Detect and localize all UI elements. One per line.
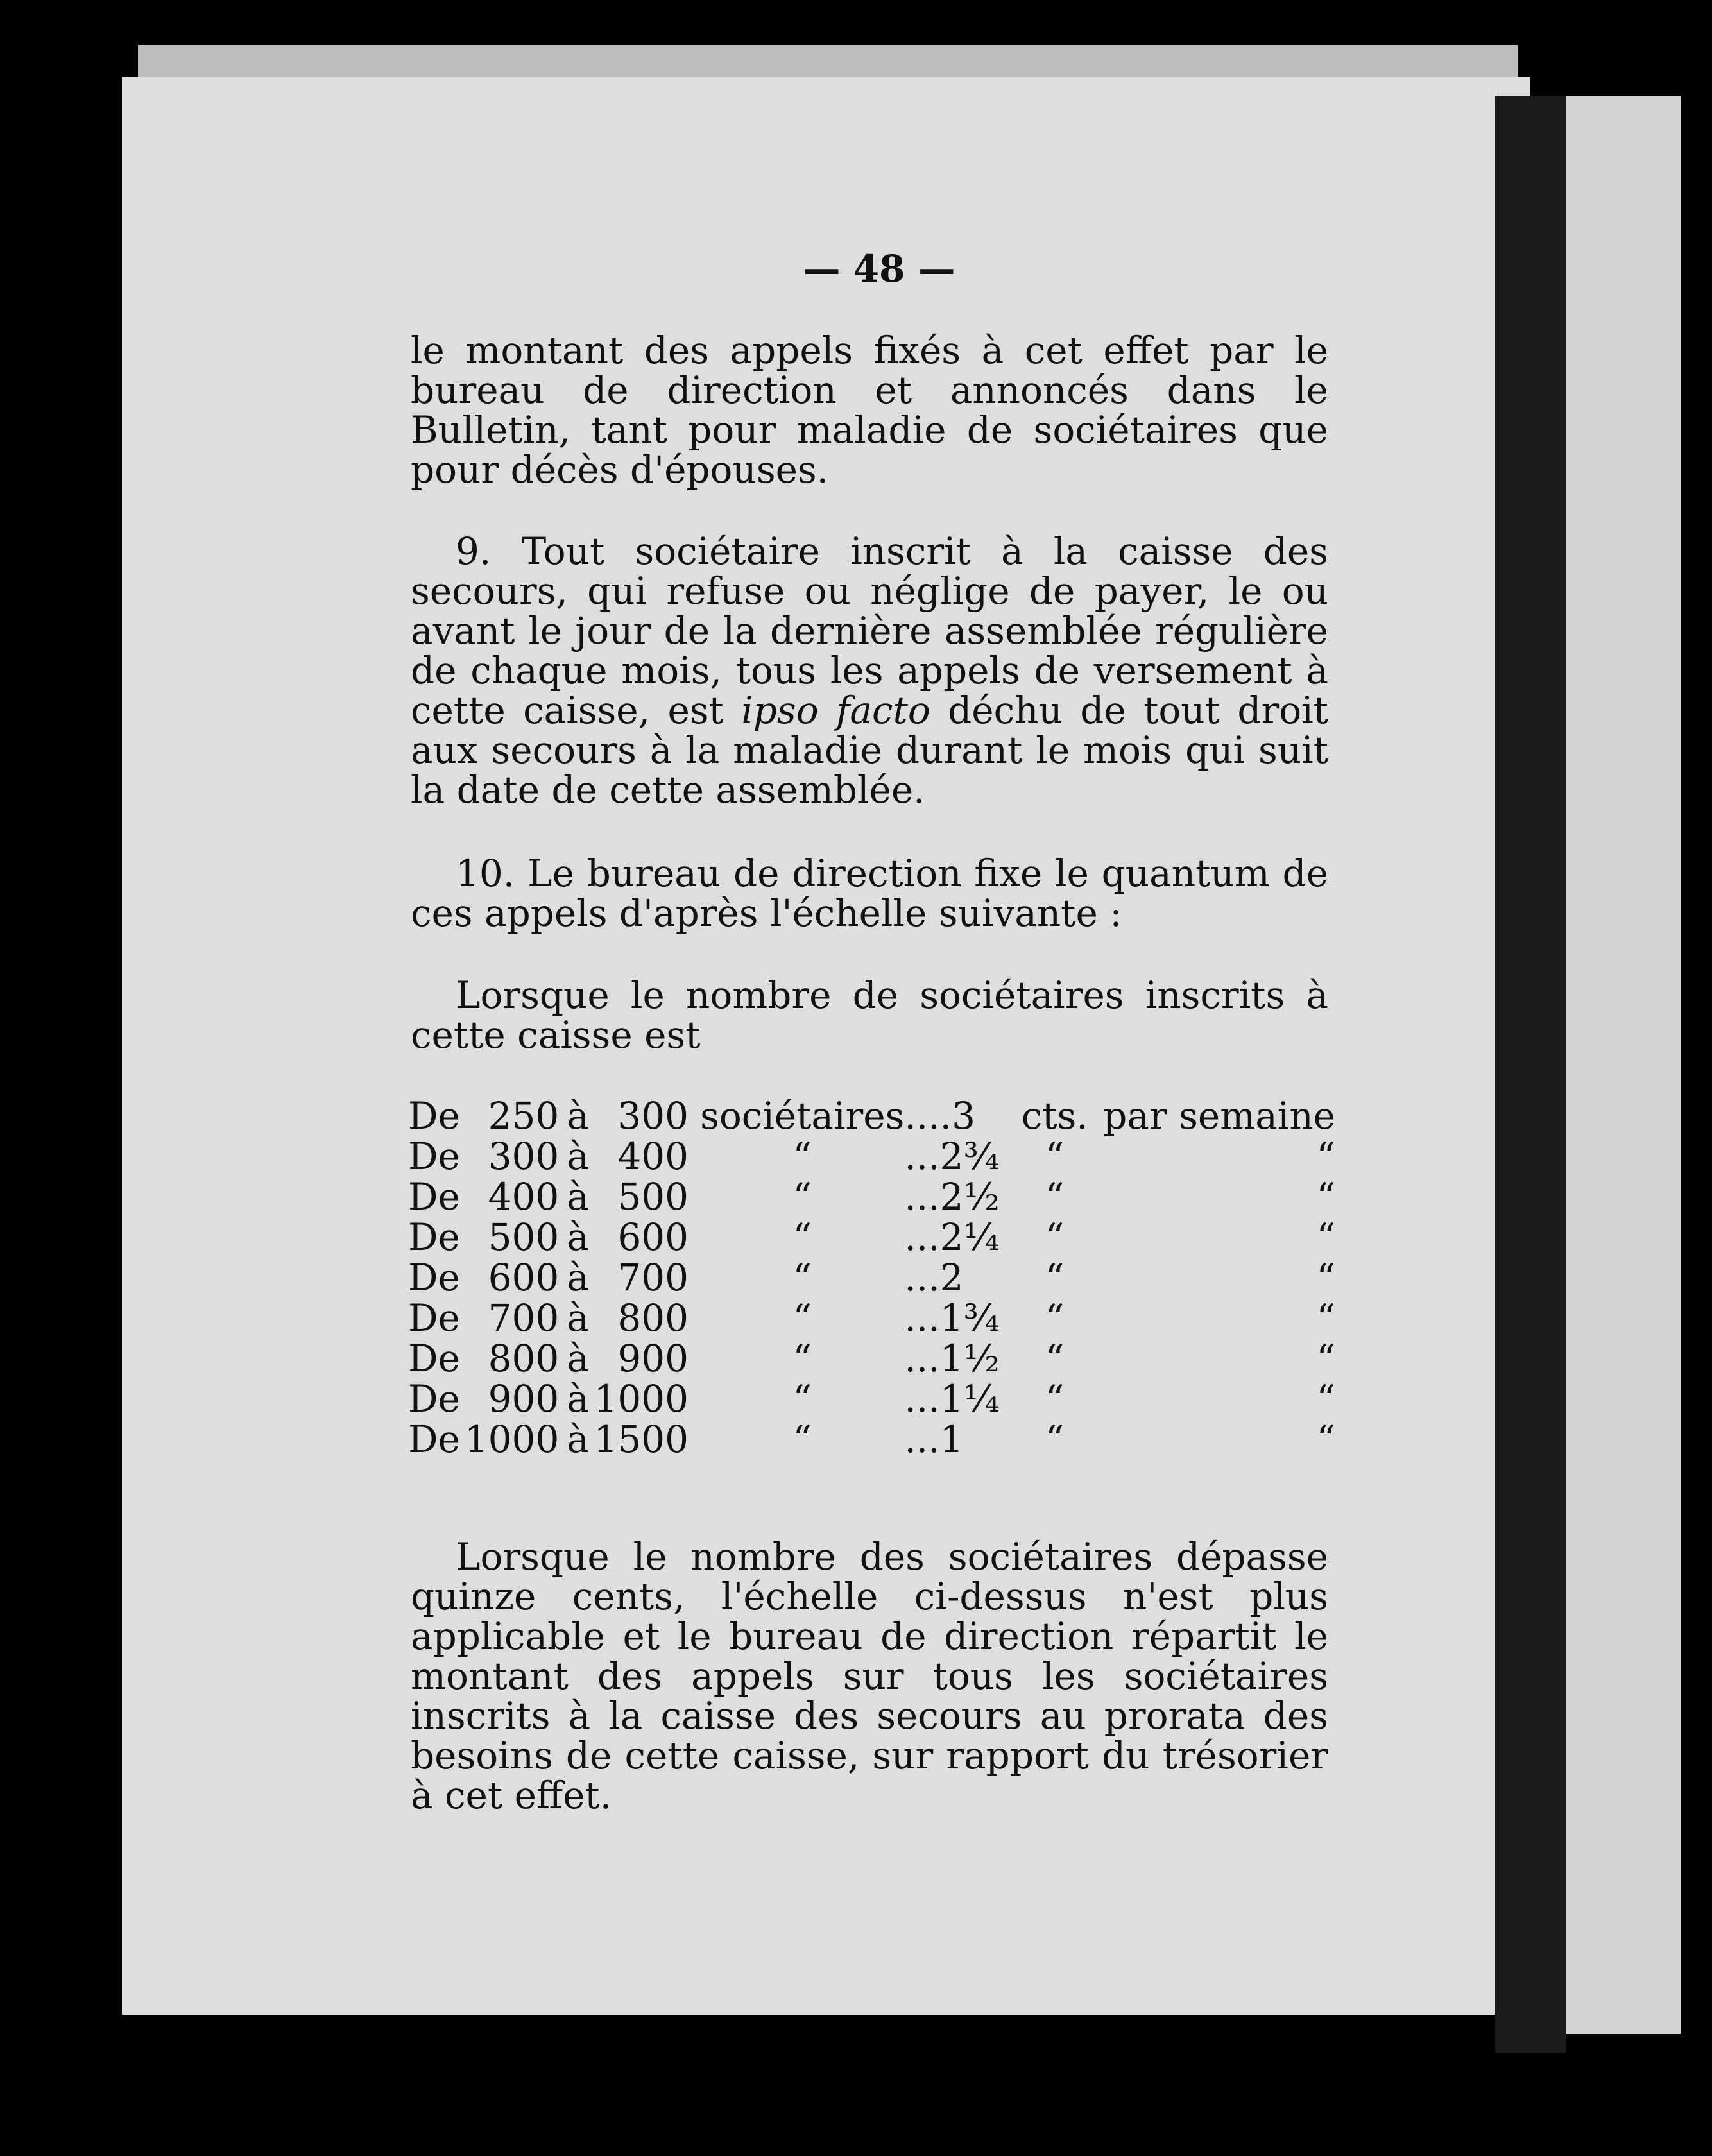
scale-cell-to: 800 bbox=[617, 1296, 689, 1340]
table-row bbox=[408, 1339, 1335, 1379]
scale-table bbox=[408, 1096, 1335, 1460]
scale-cell-de: De bbox=[408, 1377, 460, 1421]
scale-cell-de: De bbox=[408, 1134, 460, 1178]
scale-cell-de: De bbox=[408, 1094, 460, 1138]
scale-cell-a: à bbox=[567, 1256, 589, 1299]
scale-cell-soc: “ bbox=[792, 1175, 812, 1219]
page-edge-top bbox=[138, 45, 1518, 80]
scale-cell-to: 900 bbox=[617, 1337, 689, 1380]
scale-cell-per: “ bbox=[1316, 1296, 1335, 1340]
scale-cell-a: à bbox=[567, 1094, 589, 1138]
scale-cell-cts: “ bbox=[1045, 1337, 1065, 1380]
table-row bbox=[408, 1096, 1335, 1136]
scale-cell-from: 500 bbox=[488, 1215, 560, 1259]
scale-cell-rate: ...1½ bbox=[904, 1337, 1000, 1380]
scale-cell-to: 400 bbox=[617, 1134, 689, 1178]
scale-cell-rate: ...1¼ bbox=[904, 1377, 1000, 1421]
scale-cell-cts: “ bbox=[1045, 1417, 1065, 1461]
paragraph-2-italic: ipso facto bbox=[741, 689, 930, 732]
scale-cell-per: “ bbox=[1316, 1134, 1335, 1178]
scale-cell-rate: ...2½ bbox=[904, 1175, 1000, 1219]
scale-cell-to: 300 bbox=[617, 1094, 689, 1138]
scale-cell-from: 1000 bbox=[464, 1417, 560, 1461]
scale-intro bbox=[411, 975, 1328, 1055]
scale-cell-per: “ bbox=[1316, 1337, 1335, 1380]
scale-cell-de: De bbox=[408, 1296, 460, 1340]
scale-cell-soc: “ bbox=[792, 1377, 812, 1421]
scale-cell-to: 500 bbox=[617, 1175, 689, 1219]
scale-cell-soc: “ bbox=[792, 1417, 812, 1461]
facing-page-edge bbox=[1553, 96, 1681, 2034]
scale-cell-cts: “ bbox=[1045, 1134, 1065, 1178]
scale-cell-a: à bbox=[567, 1377, 589, 1421]
paragraph-5: Lorsque le nombre des sociétaires dépasse quinze cents, l'échelle ci-dessus n'est plus applicable et le bureau de direction répartit le montant des appels sur tous les sociétaires inscrits à la caisse des secours au prorata des besoins de cette caisse, sur rapport du trésorier à cet effet. bbox=[411, 1535, 1328, 1817]
paragraph-4: Lorsque le nombre de sociétaires inscrits à cette caisse est bbox=[411, 973, 1328, 1057]
book-spine bbox=[1495, 96, 1566, 2053]
article-10 bbox=[411, 853, 1328, 933]
scale-cell-cts: “ bbox=[1045, 1215, 1065, 1259]
scale-cell-rate: ...1 bbox=[904, 1417, 964, 1461]
scale-cell-de: De bbox=[408, 1337, 460, 1380]
scale-cell-cts: “ bbox=[1045, 1377, 1065, 1421]
scale-cell-per: “ bbox=[1316, 1256, 1335, 1299]
scale-cell-from: 400 bbox=[488, 1175, 560, 1219]
paragraph-continuation bbox=[411, 330, 1328, 490]
scale-cell-from: 300 bbox=[488, 1134, 560, 1178]
scale-cell-a: à bbox=[567, 1134, 589, 1178]
scale-cell-soc: “ bbox=[792, 1134, 812, 1178]
scale-cell-from: 900 bbox=[488, 1377, 560, 1421]
scale-cell-per: “ bbox=[1316, 1215, 1335, 1259]
scale-cell-de: De bbox=[408, 1417, 460, 1461]
scale-cell-to: 600 bbox=[617, 1215, 689, 1259]
scale-cell-cts: “ bbox=[1045, 1175, 1065, 1219]
table-row bbox=[408, 1136, 1335, 1177]
scale-cell-rate: ....3 bbox=[904, 1094, 976, 1138]
scale-cell-a: à bbox=[567, 1215, 589, 1259]
table-row bbox=[408, 1419, 1335, 1460]
scale-cell-to: 1500 bbox=[594, 1417, 689, 1461]
scale-cell-from: 600 bbox=[488, 1256, 560, 1299]
paragraph-1: le montant des appels fixés à cet effet par le bureau de direction et annoncés dans le Bulletin, tant pour maladie de sociétaires que pour décès d'épouses. bbox=[411, 329, 1328, 492]
table-row bbox=[408, 1298, 1335, 1339]
scale-cell-per: par semaine bbox=[1103, 1094, 1335, 1138]
table-row bbox=[408, 1379, 1335, 1419]
scale-cell-de: De bbox=[408, 1256, 460, 1299]
scale-cell-rate: ...2¼ bbox=[904, 1215, 1000, 1259]
scale-cell-soc: “ bbox=[792, 1337, 812, 1380]
scale-cell-from: 700 bbox=[488, 1296, 560, 1340]
scale-cell-a: à bbox=[567, 1337, 589, 1380]
scale-cell-cts: cts. bbox=[1021, 1094, 1088, 1138]
scale-cell-per: “ bbox=[1316, 1417, 1335, 1461]
paragraph-2-suffix: déchu de tout droit aux secours à la maladie durant le mois qui suit la date de cette assemblée. bbox=[411, 689, 1328, 812]
scale-cell-to: 700 bbox=[617, 1256, 689, 1299]
scale-cell-a: à bbox=[567, 1296, 589, 1340]
table-row bbox=[408, 1258, 1335, 1298]
scale-cell-cts: “ bbox=[1045, 1296, 1065, 1340]
scale-cell-rate: ...2¾ bbox=[904, 1134, 1000, 1178]
scale-cell-per: “ bbox=[1316, 1377, 1335, 1421]
contribution-scale-table bbox=[408, 1096, 1335, 1460]
table-row bbox=[408, 1177, 1335, 1217]
scale-cell-to: 1000 bbox=[594, 1377, 689, 1421]
closing-paragraph bbox=[411, 1537, 1328, 1815]
scale-cell-from: 800 bbox=[488, 1337, 560, 1380]
paragraph-2 bbox=[411, 531, 1328, 810]
scale-cell-soc: “ bbox=[792, 1296, 812, 1340]
scale-cell-per: “ bbox=[1316, 1175, 1335, 1219]
scale-cell-soc: sociétaires bbox=[700, 1094, 905, 1138]
scale-cell-from: 250 bbox=[488, 1094, 560, 1138]
scale-cell-a: à bbox=[567, 1175, 589, 1219]
scale-cell-cts: “ bbox=[1045, 1256, 1065, 1299]
scale-cell-soc: “ bbox=[792, 1215, 812, 1259]
scale-cell-rate: ...2 bbox=[904, 1256, 964, 1299]
paragraph-3: 10. Le bureau de direction fixe le quantum de ces appels d'après l'échelle suivante : bbox=[411, 851, 1328, 935]
scale-cell-de: De bbox=[408, 1215, 460, 1259]
table-row bbox=[408, 1217, 1335, 1258]
scale-cell-soc: “ bbox=[792, 1256, 812, 1299]
scale-cell-de: De bbox=[408, 1175, 460, 1219]
paragraph-2-prefix: 9. Tout sociétaire inscrit à la caisse des secours, qui refuse ou néglige de payer, le ou avant le jour de la dernière assemblée régulière de chaque mois, tous les appels de versement à cette caisse, est bbox=[411, 529, 1328, 732]
scale-cell-a: à bbox=[567, 1417, 589, 1461]
article-9 bbox=[411, 531, 1328, 810]
page-number: — 48 — bbox=[803, 247, 955, 291]
scale-cell-rate: ...1¾ bbox=[904, 1296, 1000, 1340]
